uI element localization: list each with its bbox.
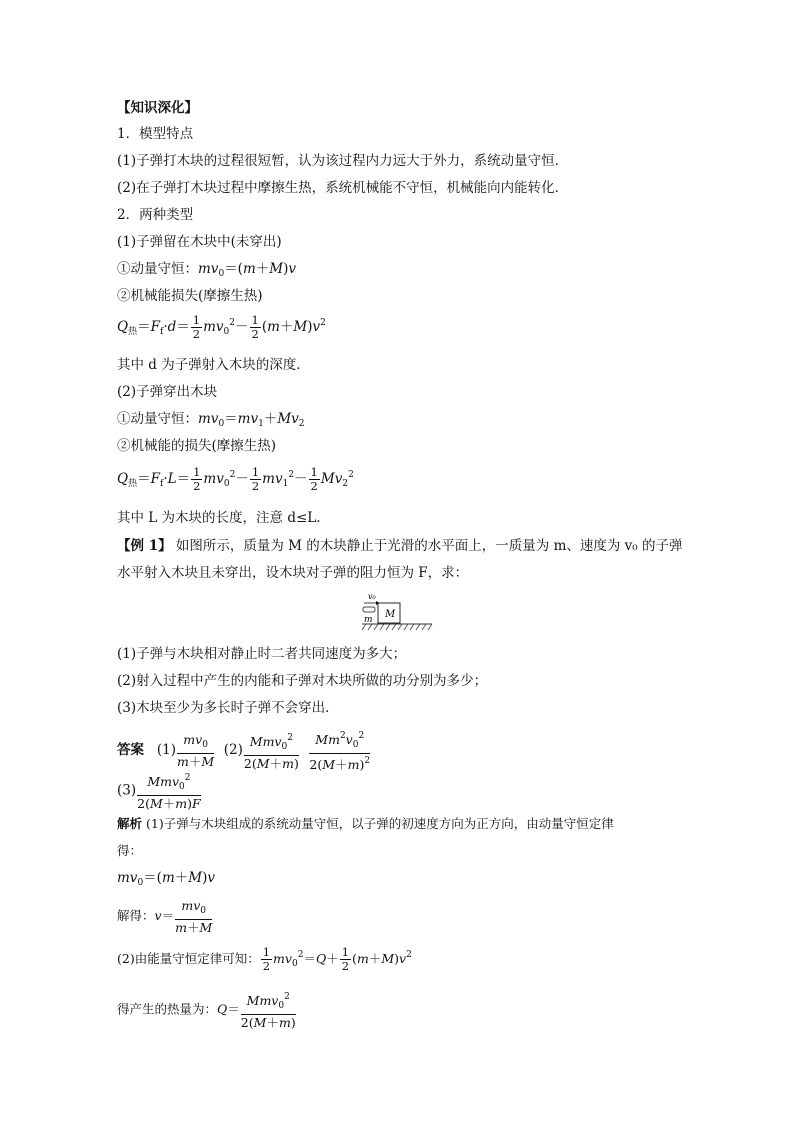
model-feature-1: (1)子弹打木块的过程很短暂，认为该过程内力远大于外力，系统动量守恒． xyxy=(117,153,569,169)
analysis-line-1 xyxy=(117,815,614,833)
answer-label: 答案 xyxy=(117,742,144,758)
model-feature-2: (2)在子弹打木块过程中摩擦生热，系统机械能不守恒，机械能向内能转化． xyxy=(117,180,569,196)
analysis-label: 解析 xyxy=(117,816,143,831)
type-2-momentum: ①动量守恒：$mv_0=mv_1+Mv_2$ xyxy=(117,411,305,429)
type-2-length-note: 其中 L 为木块的长度，注意 d≤L. xyxy=(117,510,321,526)
type-2-heat-formula: $Q_热=F_f\cdot L=$ $\frac{1}{2}$ $mv_0^2-$ $\frac{1}{2}$ $mv_1^2-$ $\frac{1}{2}$ $Mv_2^2$ xyxy=(117,465,354,493)
analysis-text-1b: 得： xyxy=(117,843,143,858)
analysis-text-2: (2)由能量守恒定律可知： xyxy=(117,951,260,966)
question-2: (2)射入过程中产生的内能和子弹对木块所做的功分别为多少； xyxy=(117,673,488,689)
bullet-block-diagram xyxy=(360,591,435,633)
example-line-1 xyxy=(117,537,683,555)
bullet-mass-label: m xyxy=(364,615,373,625)
type-1-heat-formula: $Q_热=F_f\cdot d=$ $\frac{1}{2}$ $mv_0^2-$ $\frac{1}{2}$ $(m+M)v^2$ xyxy=(117,313,326,341)
question-3: (3)木块至少为多长时子弹不会穿出． xyxy=(117,700,339,716)
example-text-1: 如图所示，质量为 M 的木块静止于光滑的水平面上，一质量为 m、速度为 v₀ 的子弹 xyxy=(171,538,683,554)
type-1-energy-label: ②机械能损失(摩擦生热) xyxy=(117,288,263,304)
type-1-depth-note: 其中 d 为子弹射入木块的深度． xyxy=(117,357,310,373)
type-2-momentum-label: ①动量守恒： xyxy=(117,411,198,427)
type-1-momentum-label: ①动量守恒： xyxy=(117,261,198,277)
velocity-label: v₀ xyxy=(368,592,376,601)
type-2-energy-label: ②机械能的损失(摩擦生热) xyxy=(117,438,277,454)
answer-line-2: (3) $\frac{Mmv_0^2}{2(M+m)F}$ xyxy=(117,773,201,811)
example-text-2: 水平射入木块且未穿出，设木块对子弹的阻力恒为 F，求： xyxy=(117,565,469,581)
solve-label: 解得： xyxy=(117,908,155,923)
analysis-solve: 解得：v＝ $\frac{mv_0}{m+M}$ xyxy=(117,898,213,935)
example-label: 【例 1】 xyxy=(117,538,172,554)
analysis-text-1: (1)子弹与木块组成的系统动量守恒，以子弹的初速度方向为正方向，由动量守恒定律 xyxy=(142,816,614,831)
analysis-heat: 得产生的热量为：Q＝ $\frac{Mmv_0^2}{2(M+m)}$ xyxy=(117,992,296,1030)
heat-label: 得产生的热量为： xyxy=(117,1001,218,1017)
analysis-momentum-eq: $mv_0=(m+M)v$ xyxy=(117,870,216,888)
answer-line-1: 答案 (1) $\frac{mv_0}{m+M}$ (2) $\frac{Mmv_0^2}{2(M+m)}$ $\frac{Mm^2v_0^2}{2(M+m)^2}$ xyxy=(117,731,371,772)
section-heading: 【知识深化】 xyxy=(117,100,198,116)
question-1: (1)子弹与木块相对静止时二者共同速度为多大； xyxy=(117,646,407,662)
block-mass-label: M xyxy=(385,609,396,620)
type-1-momentum: ①动量守恒：$mv_0=(m+M)v$ xyxy=(117,261,297,279)
type-2-title: (2)子弹穿出木块 xyxy=(117,384,218,400)
bullet-shape xyxy=(363,607,375,612)
section-1-title: 1．模型特点 xyxy=(117,126,194,142)
analysis-energy-eq: (2)由能量守恒定律可知： $\frac{1}{2}$ $mv_0^2=Q+$ $\frac{1}{2}$ $(m+M)v^2$ xyxy=(117,945,412,973)
section-2-title: 2．两种类型 xyxy=(117,207,194,223)
type-1-title: (1)子弹留在木块中(未穿出) xyxy=(117,234,282,250)
